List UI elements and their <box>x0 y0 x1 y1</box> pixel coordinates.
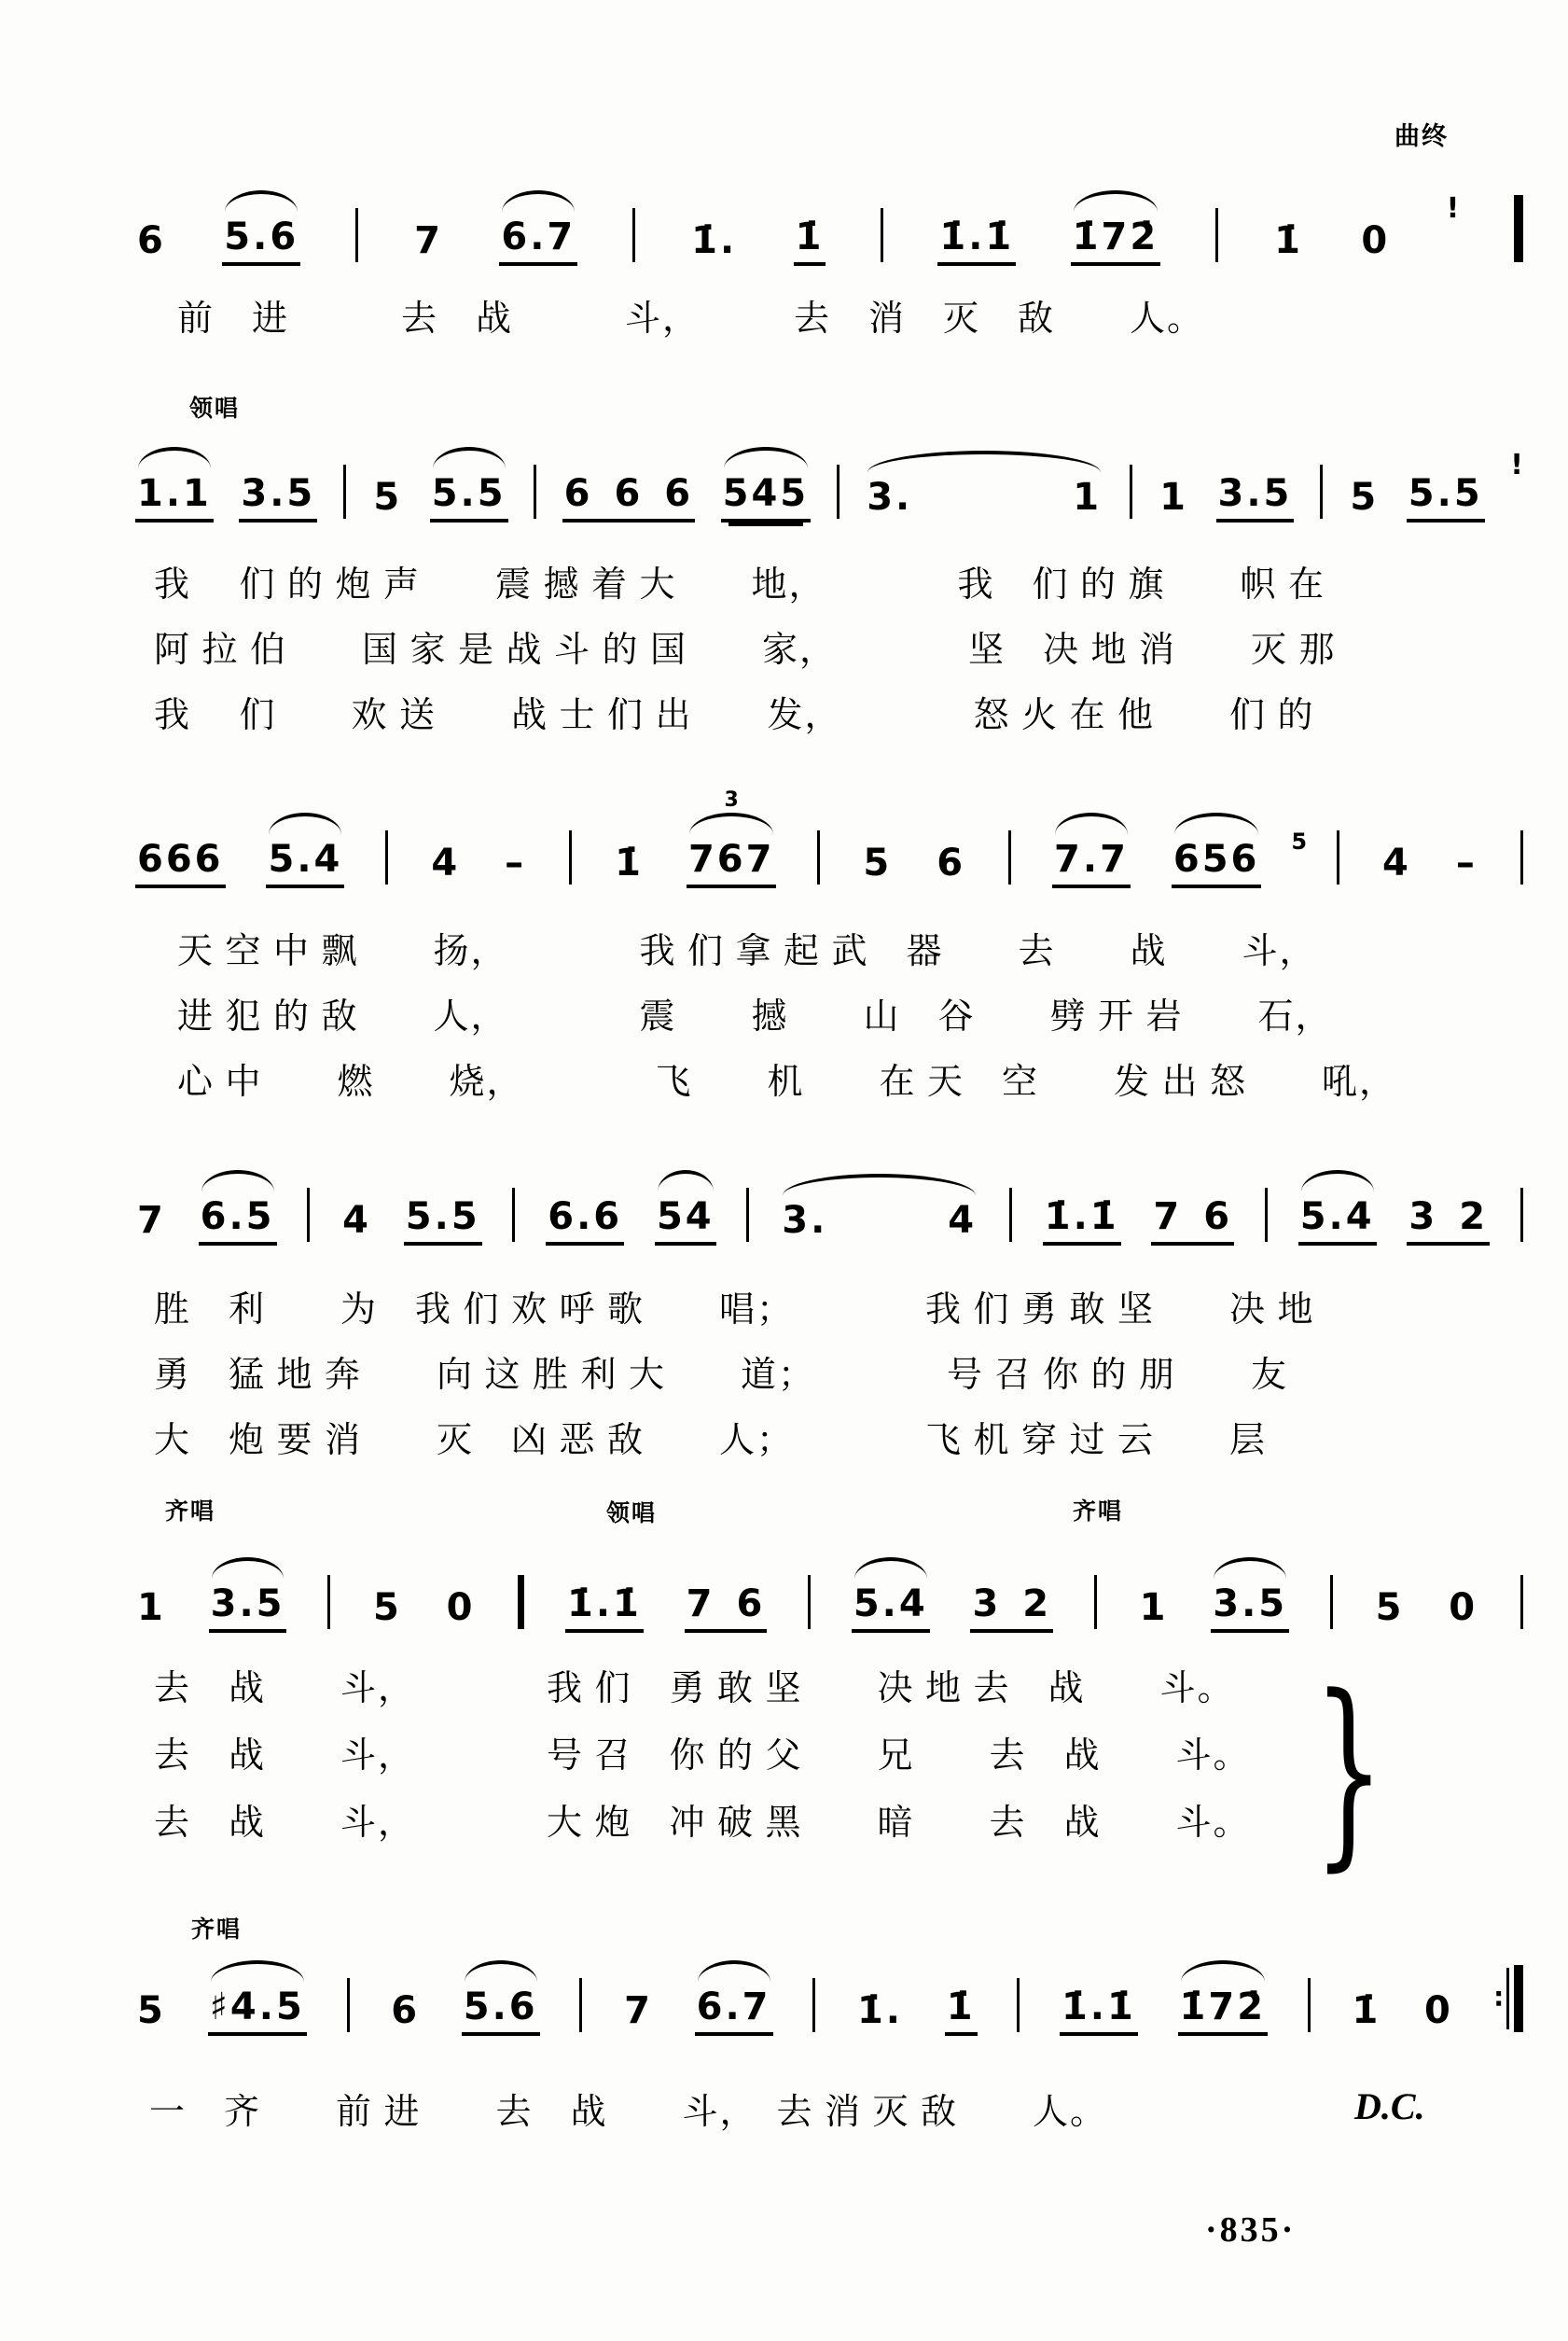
barline <box>1009 1188 1012 1242</box>
barline <box>355 208 358 262</box>
note-group: 545 <box>721 475 812 523</box>
part-label-unison: 齐唱 <box>191 1916 243 1943</box>
note-group: 6.7 <box>499 218 577 266</box>
note-group: 0 <box>1424 1989 1453 2032</box>
note-group: 3 2 <box>1407 1198 1490 1246</box>
note-group: 5 <box>373 1586 402 1629</box>
da-capo-mark: D.C. <box>1354 2085 1425 2127</box>
lyrics-line: 一 齐 前 进 去 战 斗， 去 消 灭 敌 人。 <box>149 2093 1108 2132</box>
barline <box>808 1575 811 1629</box>
barline <box>1337 830 1339 885</box>
note-group: 5.6 <box>222 218 300 266</box>
lyrics-line: 进 犯 的 敌 人， 震 撼 山 谷 劈 开 岩 石， <box>177 997 1333 1037</box>
note-group: 5 <box>1350 476 1380 519</box>
note-group: 1 <box>137 1586 166 1629</box>
note-group: 7 6 <box>685 1585 768 1633</box>
music-system <box>135 1924 1523 2036</box>
barline <box>579 1978 582 2032</box>
music-system <box>135 1521 1523 1633</box>
barline <box>746 1188 749 1242</box>
barline <box>1094 1575 1097 1629</box>
barline <box>1506 1968 1509 2029</box>
note-group: 1̇ <box>1352 1989 1381 2032</box>
superscript-number: 5 <box>1291 829 1308 855</box>
note-group: 5 <box>137 1989 166 2032</box>
barline <box>1520 1188 1523 1242</box>
barline <box>307 1188 310 1242</box>
note-group: – <box>1455 842 1478 885</box>
note-group: 3.5 <box>239 475 317 523</box>
lyrics-line: 前 进 去 战 斗， 去 消 灭 敌 人。 <box>177 300 1205 339</box>
barline <box>1008 830 1011 885</box>
note-group: 1 <box>1159 476 1188 519</box>
note-group: 5.4 <box>1298 1198 1377 1246</box>
breath-mark: ! <box>1446 192 1460 225</box>
lyrics-line: 胜 利 为 我 们 欢 呼 歌 唱； 我 们 勇 敢 坚 决 地 <box>154 1290 1315 1330</box>
barline <box>327 1575 330 1629</box>
final-barline <box>1514 1965 1523 2032</box>
note-group: 5.4 <box>852 1585 930 1633</box>
barline <box>1520 1575 1523 1629</box>
barline <box>1320 465 1323 519</box>
note-group: 0 <box>1449 1586 1478 1629</box>
note-group: 1̇.1̇ <box>565 1585 644 1633</box>
heavy-barline <box>518 1575 524 1629</box>
barline <box>569 830 572 885</box>
barline <box>1330 1575 1333 1629</box>
lyrics-line: 去 战 斗， 我 们 勇 敢 坚 决 地 去 战 斗。 <box>154 1669 1235 1708</box>
music-system <box>135 411 1523 523</box>
note-group: 3.5 <box>1211 1585 1289 1633</box>
end-of-piece-mark: 曲终 <box>1395 122 1449 151</box>
note-group: 7 6 <box>1151 1198 1234 1246</box>
note-group: 5 <box>863 842 893 885</box>
lyrics-line: 阿 拉 伯 国 家 是 战 斗 的 国 家， 坚 决 地 消 灭 那 <box>154 631 1337 670</box>
note-group: 1̇ <box>945 1988 978 2036</box>
note-group: 0 <box>446 1586 476 1629</box>
music-system <box>135 776 1523 888</box>
note-group: 5 <box>373 476 403 519</box>
lyrics-line: 大 炮 要 消 灭 凶 恶 敌 人； 飞 机 穿 过 云 层 <box>154 1421 1268 1460</box>
barline <box>347 1978 350 2032</box>
note-group: 3. 4 <box>780 1202 978 1246</box>
note-group: 1̇ <box>615 842 644 885</box>
note-group: 1̇ <box>794 218 826 266</box>
note-group: 6.5 <box>199 1198 277 1246</box>
note-group: 1 <box>1139 1586 1169 1629</box>
note-group: 1̇72̇ <box>1178 1988 1269 2036</box>
note-group: 1̇.1̇ <box>1043 1198 1121 1246</box>
note-group: 5.6 <box>462 1988 540 2036</box>
note-group: 666 <box>135 841 226 888</box>
note-group: 5.5 <box>430 475 508 523</box>
final-barline <box>1514 195 1523 262</box>
note-group: 5.4 <box>266 841 344 888</box>
note-group: 1̇. <box>691 219 738 262</box>
music-system <box>135 154 1523 266</box>
lyrics-line: 勇 猛 地 奔 向 这 胜 利 大 道； 号 召 你 的 朋 友 <box>154 1356 1289 1395</box>
verse-brace: } <box>1313 1653 1385 1889</box>
note-group: 1̇. <box>856 1989 903 2032</box>
lyrics-line: 心 中 燃 烧， 飞 机 在 天 空 发 出 怒 吼， <box>177 1063 1397 1102</box>
barline <box>881 208 883 262</box>
barline <box>1308 1978 1311 2032</box>
note-group: 6 <box>137 219 166 262</box>
barline <box>817 830 820 885</box>
note-group: 767 3 <box>687 841 777 888</box>
part-label-unison: 齐唱 <box>1073 1498 1124 1525</box>
note-group: 1̇72̇ <box>1071 218 1161 266</box>
note-group: 6 <box>937 842 966 885</box>
note-group: 1̇ <box>1274 219 1303 262</box>
barline <box>1017 1978 1020 2032</box>
lyrics-line: 我 们 的 炮 声 震 撼 着 大 地， 我 们 的 旗 帜 在 <box>154 565 1326 605</box>
note-group: 5 <box>1375 1586 1405 1629</box>
part-label-lead-singer: 领唱 <box>189 395 241 422</box>
note-group: 7.7 <box>1052 841 1131 888</box>
barline <box>534 465 536 519</box>
note-group: 1.1 <box>135 475 214 523</box>
note-group: 3.5 <box>1216 475 1295 523</box>
barline <box>837 465 840 519</box>
lyrics-line: 我 们 欢 送 战 士 们 出 发， 怒 火 在 他 们 的 <box>154 696 1315 735</box>
barline <box>1265 1188 1268 1242</box>
note-group: 3 2 <box>970 1585 1053 1633</box>
barline <box>385 830 388 885</box>
note-group: 7 <box>414 219 443 262</box>
note-group: 3. 1 <box>865 479 1103 523</box>
breath-mark: ! <box>1510 449 1523 481</box>
note-group: 6.6 <box>546 1198 624 1246</box>
part-label-unison: 齐唱 <box>165 1498 216 1525</box>
note-group: 3.5 <box>209 1585 287 1633</box>
lyrics-line: 去 战 斗， 号 召 你 的 父 兄 去 战 斗。 <box>154 1736 1251 1776</box>
note-group: – <box>505 842 527 885</box>
note-group: ♯4.5 <box>208 1988 307 2036</box>
tuplet-number: 3 <box>724 788 739 812</box>
barline <box>343 465 346 519</box>
lyrics-line: 去 战 斗， 大 炮 冲 破 黑 暗 去 战 斗。 <box>154 1804 1251 1843</box>
barline <box>512 1188 515 1242</box>
barline <box>1520 830 1523 885</box>
barline <box>812 1978 815 2032</box>
lyrics-line: 天 空 中 飘 扬， 我 们 拿 起 武 器 去 战 斗， <box>177 932 1317 971</box>
barline <box>632 208 635 262</box>
repeat-end-barline <box>1495 1965 1523 2032</box>
note-group: 4 <box>342 1199 371 1242</box>
note-group: 7 <box>624 1989 653 2032</box>
note-group: 4 <box>1382 842 1411 885</box>
note-group: 1̇.1̇ <box>937 218 1016 266</box>
barline <box>1215 208 1218 262</box>
note-group: 6.7 <box>695 1988 773 2036</box>
note-group: 4 <box>431 842 461 885</box>
part-label-lead-singer: 领唱 <box>606 1499 658 1526</box>
page-number: ·835· <box>1205 2210 1297 2250</box>
note-group: 7 <box>137 1199 166 1242</box>
barline <box>1130 465 1132 519</box>
note-group: 6 6 6 <box>562 475 696 523</box>
note-group: 1̇.1̇ <box>1060 1988 1138 2036</box>
note-group: 5.5 <box>404 1198 482 1246</box>
note-group: 6 <box>391 1989 421 2032</box>
note-group: 5.5 <box>1407 475 1485 523</box>
note-group: 656 <box>1172 841 1262 888</box>
note-group: 54 <box>655 1198 716 1246</box>
repeat-dots: ∶ <box>1494 1983 1503 2014</box>
note-group: 0 <box>1361 219 1391 262</box>
music-system <box>135 1134 1523 1246</box>
